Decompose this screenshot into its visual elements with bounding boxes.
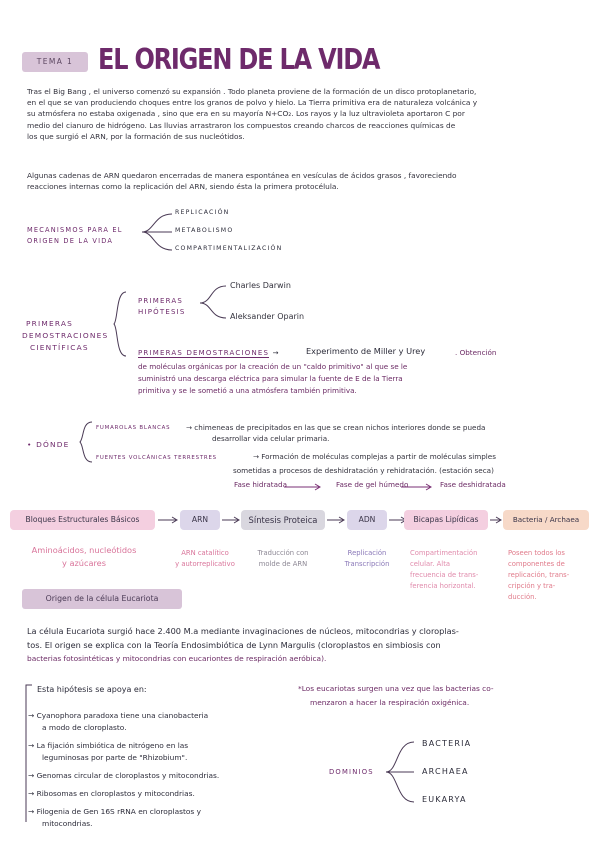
evidence-text: mitocondrias. [42, 819, 93, 828]
arrow-icon: → [28, 741, 35, 750]
evidence-item [28, 788, 219, 800]
phase-gel: Fase de gel húmedo [336, 480, 409, 489]
flow-note-line: frecuencia de trans- [410, 571, 479, 579]
intro-line: reacciones internas como la replicación del ARN, siendo ésta la primera protocélula. [27, 182, 339, 192]
demostraciones-label [138, 349, 278, 357]
evidence-text: La fijación simbiótica de nitrógeno en las [36, 741, 189, 750]
mecanismos-label [27, 225, 123, 247]
primeras-label-line: PRIMERAS [26, 319, 74, 328]
flow-note-bacteria [508, 548, 569, 603]
flow-note-adn [334, 548, 400, 570]
mecanismos-label-line: ORIGEN DE LA VIDA [27, 237, 114, 245]
intro-line: en el que se van produciendo choques entre los granos de polvo y hielo. La Tierra primitiva era de naturaleza volcánica y [27, 98, 478, 108]
demostraciones-label-text: PRIMERAS DEMOSTRACIONES [138, 349, 270, 357]
experimento-line: primitiva y se le sometió a una atmósfera también primitiva. [138, 386, 357, 395]
dominio-archaea: ARCHAEA [422, 767, 469, 776]
donde-label: • DÓNDE [27, 440, 70, 449]
flow-note-line: y autorreplicativo [175, 560, 235, 568]
intro-line: Tras el Big Bang , el universo comenzó su expansión . Todo planeta proviene de la formación de un disco protoplanetario, [27, 87, 477, 96]
arrow-icon: → [28, 807, 35, 816]
dominio-bacteria: BACTERIA [422, 739, 472, 748]
evidence-list [28, 710, 219, 830]
flow-note-sintesis [243, 548, 323, 570]
flow-note-line: Transcripción [344, 560, 390, 568]
intro-line: los que surgió el ARN, por la formación de sus nucleótidos. [27, 131, 245, 141]
flow-box-sintesis: Síntesis Proteica [241, 510, 325, 530]
evidence-item [28, 740, 219, 764]
arrow-icon: → [28, 789, 35, 798]
flow-note-line: Traducción con [257, 549, 309, 557]
arrow-icon: → [28, 711, 35, 720]
primeras-label-line: CIENTÍFICAS [30, 343, 89, 352]
dominio-eukarya: EUKARYA [422, 795, 467, 804]
dominios-label: DOMINIOS [329, 768, 374, 776]
flow-note-line: Replicación [347, 549, 387, 557]
flow-box-bicapas: Bicapas Lipídicas [404, 510, 488, 530]
intro-line: medio del cianuro de hidrógeno. Las lluvias arrastraron los compuestos creando charcos de reacciones químicas de [27, 120, 456, 130]
flow-note-arn [165, 548, 245, 570]
topic-tag: TEMA 1 [22, 52, 88, 72]
arrow-icon [221, 516, 241, 524]
flow-box-bacteria: Bacteria / Archaea [503, 510, 589, 530]
phase-deshidratada: Fase deshidratada [440, 480, 506, 489]
eucariota-line: tos. El origen se explica con la Teoría Endosimbiótica de Lynn Margulis (cloroplastos en simbiosis con [27, 640, 441, 650]
flow-note-line: Poseen todos los [508, 549, 565, 557]
evidence-text: Ribosomas en cloroplastos y mitocondrias. [36, 789, 195, 798]
arrow-icon: → [272, 349, 279, 357]
experimento-line: de moléculas orgánicas por la creación de un "caldo primitivo" al que se le [138, 362, 408, 371]
mecanismo-item-metabolismo: METABOLISMO [175, 227, 234, 234]
eucariota-note-line: *Los eucariotas surgen una vez que las bacterias co- [298, 684, 494, 693]
evidence-text: leguminosas por parte de "Rhizobium". [42, 753, 188, 762]
experimento-description-start: . Obtención [455, 348, 497, 357]
flow-note-line: replicación, trans- [508, 571, 570, 579]
evidence-text: Filogenia de Gen 16S rRNA en cloroplastos y [36, 807, 201, 816]
donde-branch-fumarolas: FUMAROLAS BLANCAS [96, 425, 171, 431]
hipotesis-support-heading: Esta hipótesis se apoya en: [37, 685, 147, 694]
section-heading-eucariota: Origen de la célula Eucariota [22, 589, 182, 609]
flow-note-line: y azúcares [62, 558, 106, 568]
flow-box-bloques: Bloques Estructurales Básicos [10, 510, 155, 530]
fuentes-line: → Formación de moléculas complejas a partir de moléculas simples [253, 452, 496, 461]
hipotesis-label [138, 296, 186, 318]
fumarolas-description [186, 422, 485, 444]
fuentes-line: sometidas a procesos de deshidratación y rehidratación. (estación seca) [233, 466, 494, 476]
flow-box-arn: ARN [180, 510, 220, 530]
eucariota-line: bacterias fotosintéticas y mitocondrias con eucariontes de respiración aeróbica). [27, 654, 327, 663]
eucariota-note [298, 682, 494, 710]
hipotesis-brace [198, 284, 230, 322]
arrow-icon [283, 484, 323, 492]
fumarolas-line: desarrollar vida celular primaria. [212, 434, 330, 444]
flow-note-line: celular. Alta [410, 560, 451, 568]
evidence-item [28, 710, 219, 734]
mecanismo-item-compartimentalizacion: COMPARTIMENTALIZACIÓN [175, 245, 283, 252]
experimento-line: suministró una descarga eléctrica para simular la fuente de E de la Tierra [138, 374, 403, 383]
intro-paragraph-2 [27, 170, 587, 192]
fuentes-description [233, 451, 496, 476]
arrow-icon [489, 516, 503, 524]
flow-note-bicapas [410, 548, 478, 592]
arrow-icon: → [28, 771, 35, 780]
hipotesis-label-line: PRIMERAS [138, 297, 184, 305]
eucariota-note-line: menzaron a hacer la respiración oxigénica. [310, 698, 470, 707]
primeras-label-line: DEMOSTRACIONES [22, 331, 109, 340]
primeras-label [22, 318, 108, 354]
arrow-icon [400, 484, 434, 492]
donde-brace [78, 420, 96, 464]
primeras-brace [112, 290, 132, 360]
eucariota-line: La célula Eucariota surgió hace 2.400 M.a mediante invaginaciones de núcleos, mitocondrias y cloroplas- [27, 626, 459, 636]
flow-note-line: cripción y tra- [508, 582, 556, 590]
mecanismo-item-replicacion: REPLICACIÓN [175, 209, 230, 216]
flow-note-line: Compartimentación [410, 549, 478, 557]
evidence-text: a modo de cloroplasto. [42, 723, 127, 732]
intro-line: su atmósfera no estaba oxigenada , sino que era en su mayoría N+CO₂. Los rayos y la luz ultravioleta aportaron C por [27, 109, 465, 119]
donde-branch-fuentes: FUENTES VOLCÁNICAS TERRESTRES [96, 455, 217, 461]
phase-hidratada: Fase hidratada [234, 480, 287, 489]
author-darwin: Charles Darwin [230, 281, 291, 290]
experimento-title: Experimento de Miller y Urey [306, 346, 426, 356]
flow-note-line: ferencia horizontal. [410, 582, 476, 590]
evidence-text: Cyanophora paradoxa tiene una cianobacteria [36, 711, 209, 720]
page-title: EL ORIGEN DE LA VIDA [98, 43, 380, 77]
flow-note-bloques [14, 544, 154, 570]
arrow-icon [157, 516, 179, 524]
experimento-description [138, 361, 407, 397]
evidence-item [28, 806, 219, 830]
intro-paragraph-1 [27, 86, 587, 142]
fumarolas-line: → chimeneas de precipitados en las que se crean nichos interiores donde se pueda [186, 423, 486, 432]
evidence-item [28, 770, 219, 782]
flow-box-adn: ADN [347, 510, 387, 530]
arrow-icon [326, 516, 346, 524]
intro-line: Algunas cadenas de ARN quedaron encerradas de manera espontánea en vesículas de ácidos grasos , favoreciendo [27, 171, 457, 180]
author-oparin: Aleksander Oparin [230, 312, 305, 321]
hipotesis-label-line: HIPÓTESIS [138, 308, 186, 316]
evidence-text: Genomas circular de cloroplastos y mitocondrias. [36, 771, 220, 780]
flow-note-line: molde de ARN [258, 560, 308, 568]
flow-note-line: ARN catalítico [181, 549, 229, 557]
mecanismos-label-line: MECANISMOS PARA EL [27, 226, 123, 234]
flow-note-line: Aminoácidos, nucleótidos [31, 545, 137, 555]
eucariota-paragraph [27, 624, 592, 666]
dominios-brace [384, 740, 418, 804]
flow-note-line: ducción. [508, 593, 537, 601]
mecanismos-brace [140, 212, 176, 252]
flow-note-line: componentes de [508, 560, 565, 568]
